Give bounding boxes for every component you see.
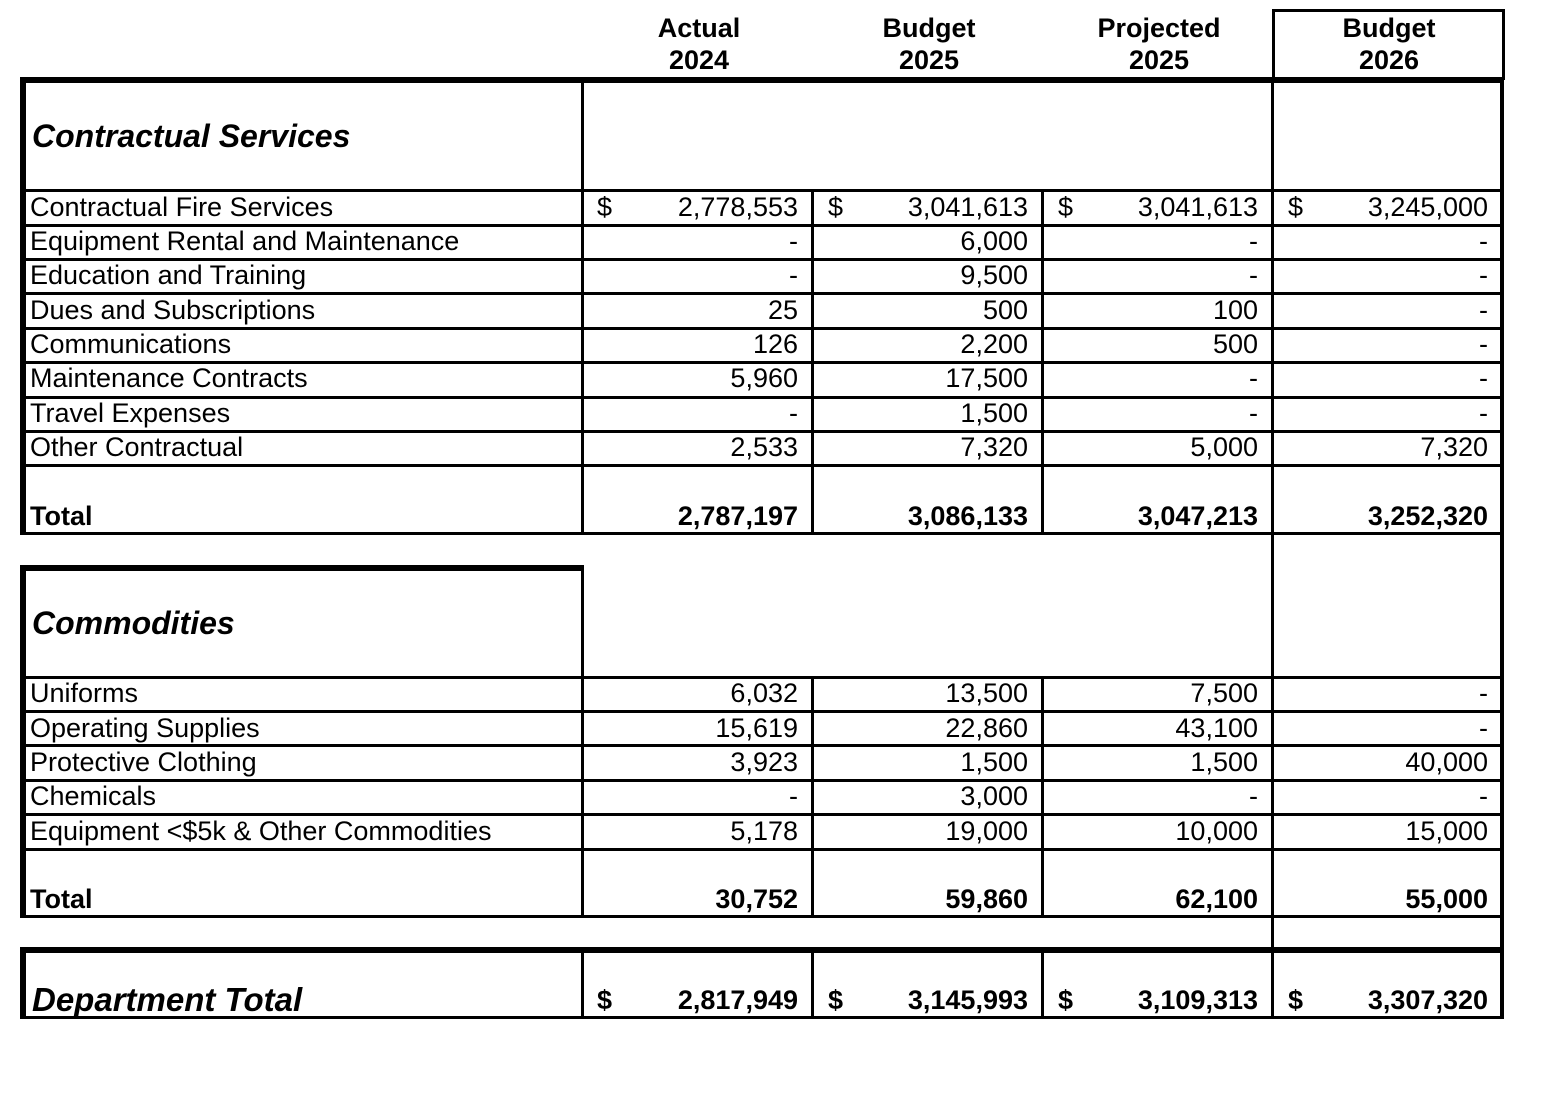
value-cell: 22,860 [945,713,1028,743]
value-cell: - [1479,329,1488,359]
column-header-actual-2024 [585,12,813,76]
value-cell: - [789,260,798,290]
row-label: Equipment <$5k & Other Commodities [30,816,492,846]
section-top-rule [20,565,584,571]
column-header-line1: Projected [1097,13,1221,43]
currency-symbol: $ [828,192,844,222]
value-cell: 2,200 [960,329,1028,359]
total-cell: 2,787,197 [677,501,798,531]
row-label: Communications [30,329,232,359]
section-title-commodities: Commodities [32,605,235,641]
value-cell: - [1479,713,1488,743]
value-cell: 1,500 [1190,747,1258,777]
value-cell: - [789,781,798,811]
row-label: Travel Expenses [30,398,231,428]
total-cell: 55,000 [1405,884,1488,914]
value-cell: 3,923 [730,747,798,777]
value-cell: - [1479,363,1488,393]
value-cell: - [1479,398,1488,428]
value-cell: 500 [982,295,1028,325]
grid-right-border [1500,947,1504,1019]
row-label: Operating Supplies [30,713,260,743]
value-cell: 5,000 [1190,432,1258,462]
row-label: Education and Training [30,260,307,290]
currency-symbol: $ [1058,192,1074,222]
row-label: Contractual Fire Services [30,192,334,222]
value-cell: 10,000 [1175,816,1258,846]
value-cell: 6,032 [730,678,798,708]
value-cell: 1,500 [960,747,1028,777]
total-cell: 3,047,213 [1137,501,1258,531]
column-header-line2: 2024 [668,45,730,75]
value-cell: 7,320 [960,432,1028,462]
value-cell: - [1249,260,1258,290]
currency-symbol: $ [597,985,613,1015]
value-cell: 5,960 [730,363,798,393]
value-cell: 15,000 [1405,816,1488,846]
grid-left-border [20,565,26,918]
department-total-cell: 2,817,949 [677,985,798,1015]
currency-symbol: $ [1288,192,1304,222]
value-cell: - [1479,678,1488,708]
column-header-budget-2026 [1275,12,1503,76]
value-cell: 500 [1212,329,1258,359]
value-cell: 6,000 [960,226,1028,256]
value-cell: 100 [1212,295,1258,325]
total-cell: 30,752 [715,884,798,914]
row-label: Other Contractual [30,432,244,462]
value-cell: 13,500 [945,678,1028,708]
department-total-cell: 3,307,320 [1367,985,1488,1015]
currency-symbol: $ [597,192,613,222]
value-cell: 3,245,000 [1367,192,1488,222]
column-header-projected-2025 [1045,12,1273,76]
value-cell: 17,500 [945,363,1028,393]
total-cell: 62,100 [1175,884,1258,914]
column-header-line1: Budget [1342,13,1436,43]
value-cell: - [789,398,798,428]
value-cell: 3,000 [960,781,1028,811]
column-header-budget-2025 [815,12,1043,76]
value-cell: 1,500 [960,398,1028,428]
grid-line [20,848,1504,851]
department-total-cell: 3,109,313 [1137,985,1258,1015]
currency-symbol: $ [1288,985,1304,1015]
total-cell: 3,086,133 [907,501,1028,531]
value-cell: 19,000 [945,816,1028,846]
row-label: Protective Clothing [30,747,257,777]
value-cell: 5,178 [730,816,798,846]
value-cell: 40,000 [1405,747,1488,777]
grid-right-border [1500,532,1504,952]
value-cell: 2,778,553 [677,192,798,222]
value-cell: 2,533 [730,432,798,462]
grid-line [20,464,1504,467]
row-label: Maintenance Contracts [30,363,308,393]
value-cell: - [1249,781,1258,811]
value-cell: - [1479,295,1488,325]
total-cell: 3,252,320 [1367,501,1488,531]
value-cell: 9,500 [960,260,1028,290]
header-rule [20,77,1504,83]
value-cell: - [1249,398,1258,428]
column-header-line2: 2026 [1358,45,1420,75]
column-header-line2: 2025 [1128,45,1190,75]
value-cell: - [1479,260,1488,290]
value-cell: - [1249,226,1258,256]
total-label: Total [30,501,93,531]
value-cell: 7,500 [1190,678,1258,708]
currency-symbol: $ [828,985,844,1015]
currency-symbol: $ [1058,985,1074,1015]
row-label: Chemicals [30,781,157,811]
department-total-cell: 3,145,993 [907,985,1028,1015]
section-title-contractual: Contractual Services [32,118,351,154]
column-header-line2: 2025 [898,45,960,75]
value-cell: 15,619 [715,713,798,743]
total-cell: 59,860 [945,884,1028,914]
total-label: Total [30,884,93,914]
column-header-line1: Actual [657,13,741,43]
value-cell: 126 [752,329,798,359]
row-label: Uniforms [30,678,139,708]
grid-left-border [20,947,26,1019]
department-top-rule [20,947,1504,953]
value-cell: 25 [767,295,798,325]
value-cell: - [789,226,798,256]
value-cell: - [1479,226,1488,256]
row-label: Equipment Rental and Maintenance [30,226,460,256]
value-cell: 7,320 [1420,432,1488,462]
column-header-line1: Budget [882,13,976,43]
value-cell: 43,100 [1175,713,1258,743]
value-cell: - [1479,781,1488,811]
row-label: Dues and Subscriptions [30,295,316,325]
department-total-label: Department Total [32,981,303,1018]
value-cell: 3,041,613 [907,192,1028,222]
value-cell: - [1249,363,1258,393]
value-cell: 3,041,613 [1137,192,1258,222]
